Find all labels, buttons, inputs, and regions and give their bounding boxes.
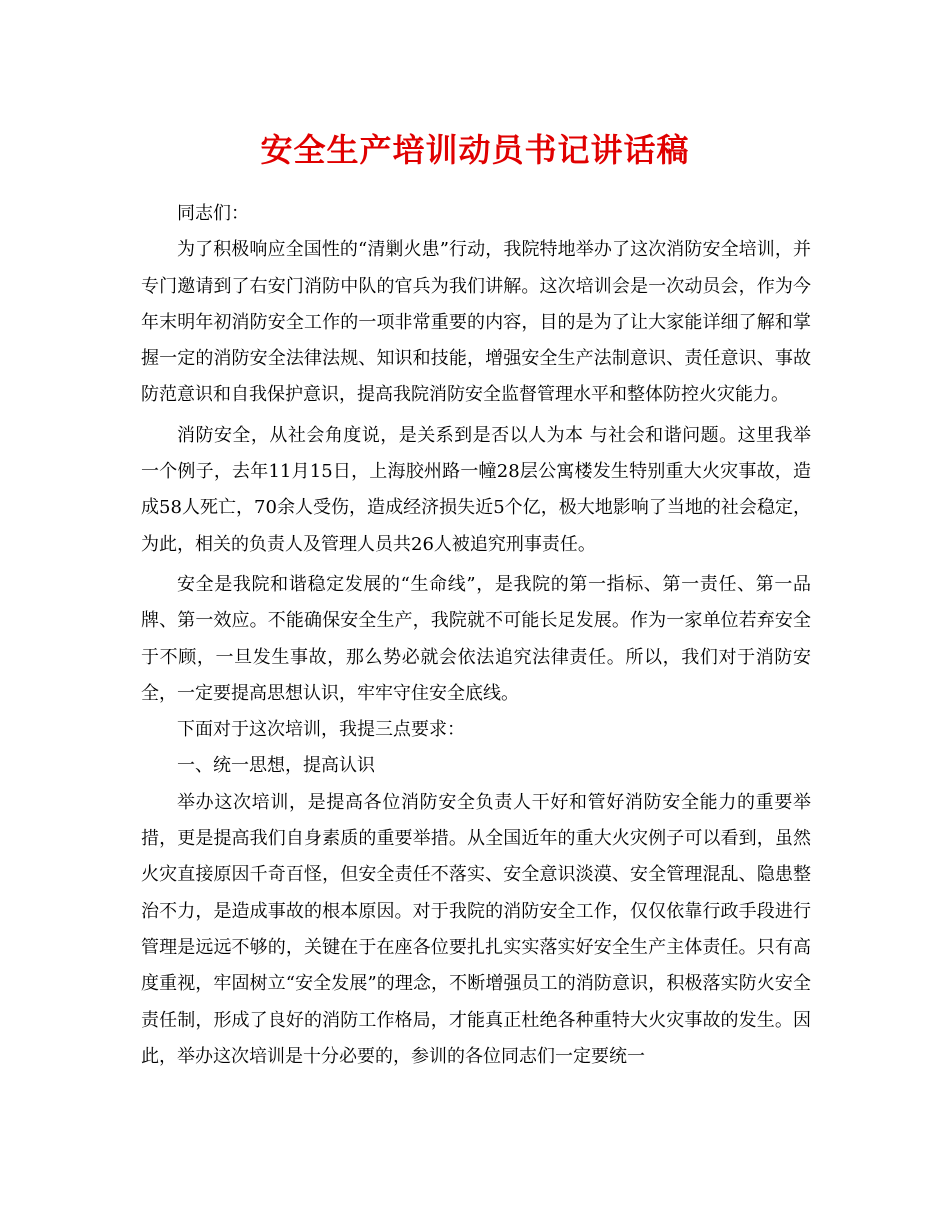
paragraph-1: 为了积极响应全国性的“清剿火患”行动，我院特地举办了这次消防安全培训，并专门邀请到了右安门消防中队的官兵为我们讲解。这次培训会是一次动员会，作为今年末明年初消防安全工作的一项非常重要的内容，目的是为了让大家能详细了解和掌握一定的消防安全法律法规、知识和技能，增强安全生产法制意识、责任意识、事故防范意识和自我保护意识，提高我院消防安全监督管理水平和整体防控火灾能力。 bbox=[141, 239, 811, 406]
greeting: 同志们： bbox=[177, 203, 249, 224]
paragraph-4: 下面对于这次培训，我提三点要求： bbox=[177, 719, 465, 741]
section-heading-1: 一、统一思想，提高认识 bbox=[177, 755, 375, 777]
paragraph-2: 消防安全，从社会角度说，是关系到是否以人为本 与社会和谐问题。这里我举一个例子，去年11月15日，上海胶州路一幢28层公寓楼发生特别重大火灾事故，造成58人死亡，70余人受伤，造成经济损失近5个亿，极大地影响了当地的社会稳定，为此，相关的负责人及管理人员共26人被追究刑事责任。 bbox=[141, 424, 811, 555]
document-title: 安全生产培训动员书记讲话稿 bbox=[260, 131, 690, 169]
paragraph-5: 举办这次培训，是提高各位消防安全负责人干好和管好消防安全能力的重要举措，更是提高我们自身素质的重要举措。从全国近年的重大火灾例子可以看到，虽然火灾直接原因千奇百怪，但安全责任不落实、安全意识淡漠、安全管理混乱、隐患整治不力，是造成事故的根本原因。对于我院的消防安全工作，仅仅依靠行政手段进行管理是远远不够的，关键在于在座各位要扎扎实实落实好安全生产主体责任。只有高度重视，牢固树立“安全发展”的理念，不断增强员工的消防意识，积极落实防火安全责任制，形成了良好的消防工作格局，才能真正杜绝各种重特大火灾事故的发生。因此，举办这次培训是十分必要的，参训的各位同志们一定要统一 bbox=[141, 791, 811, 1067]
paragraph-3: 安全是我院和谐稳定发展的“生命线”，是我院的第一指标、第一责任、第一品牌、第一效应。不能确保安全生产，我院就不可能长足发展。作为一家单位若弃安全于不顾，一旦发生事故，那么势必就会依法追究法律责任。所以，我们对于消防安全，一定要提高思想认识，牢牢守住安全底线。 bbox=[141, 573, 811, 704]
document-body bbox=[141, 196, 811, 1075]
